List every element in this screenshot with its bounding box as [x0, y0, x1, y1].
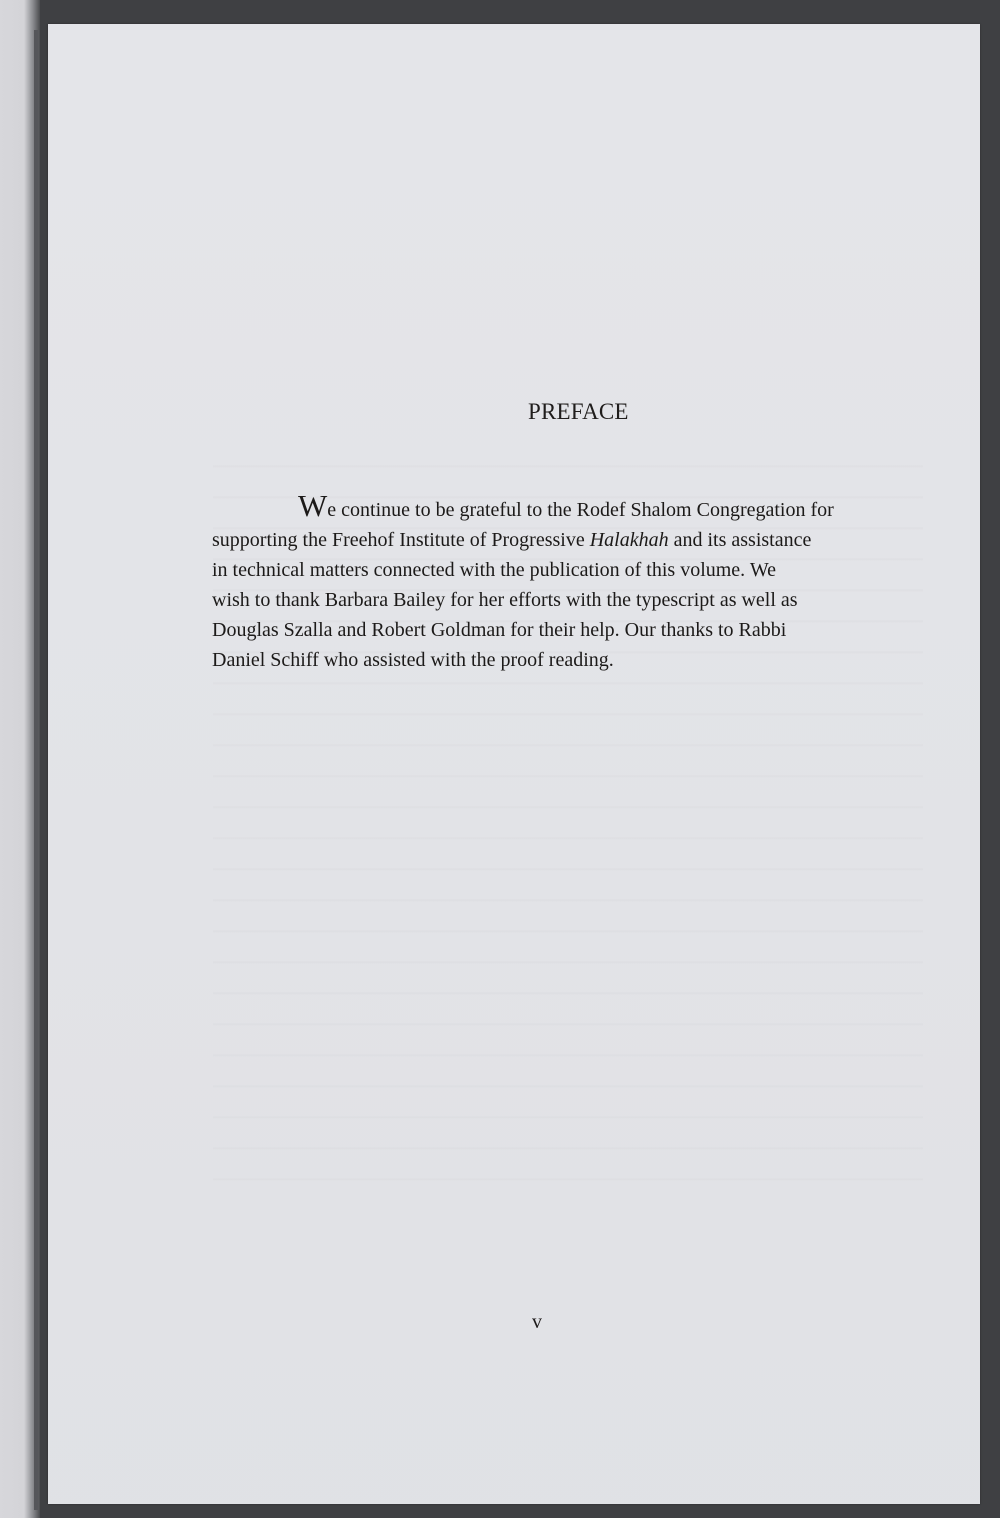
paragraph-line-3: in technical matters connected with the publication of this volume. We [212, 559, 776, 581]
paragraph-line-5: Douglas Szalla and Robert Goldman for their help. Our thanks to Rabbi [212, 619, 787, 641]
page-number: v [532, 1311, 542, 1333]
paragraph-line-2-start: supporting the Freehof Institute of Progressive [212, 529, 590, 551]
preface-paragraph [212, 488, 946, 675]
book-page [48, 24, 980, 1504]
page-title: PREFACE [528, 399, 629, 424]
paragraph-line-1-text: e continue to be grateful to the Rodef Shalom Congregation for [327, 499, 834, 521]
paragraph-line-2 [212, 525, 946, 555]
paragraph-line-4: wish to thank Barbara Bailey for her efforts with the typescript as well as [212, 589, 798, 611]
halakhah-italic: Halakhah [589, 529, 669, 551]
paragraph-line-2-end: and its assistance [668, 529, 812, 551]
book-spine-shadow [34, 30, 38, 1510]
drop-cap: W [298, 488, 328, 523]
page-surface [48, 24, 980, 1504]
paragraph-line-6: Daniel Schiff who assisted with the proof reading. [212, 649, 614, 671]
paragraph-line-1 [212, 488, 946, 525]
